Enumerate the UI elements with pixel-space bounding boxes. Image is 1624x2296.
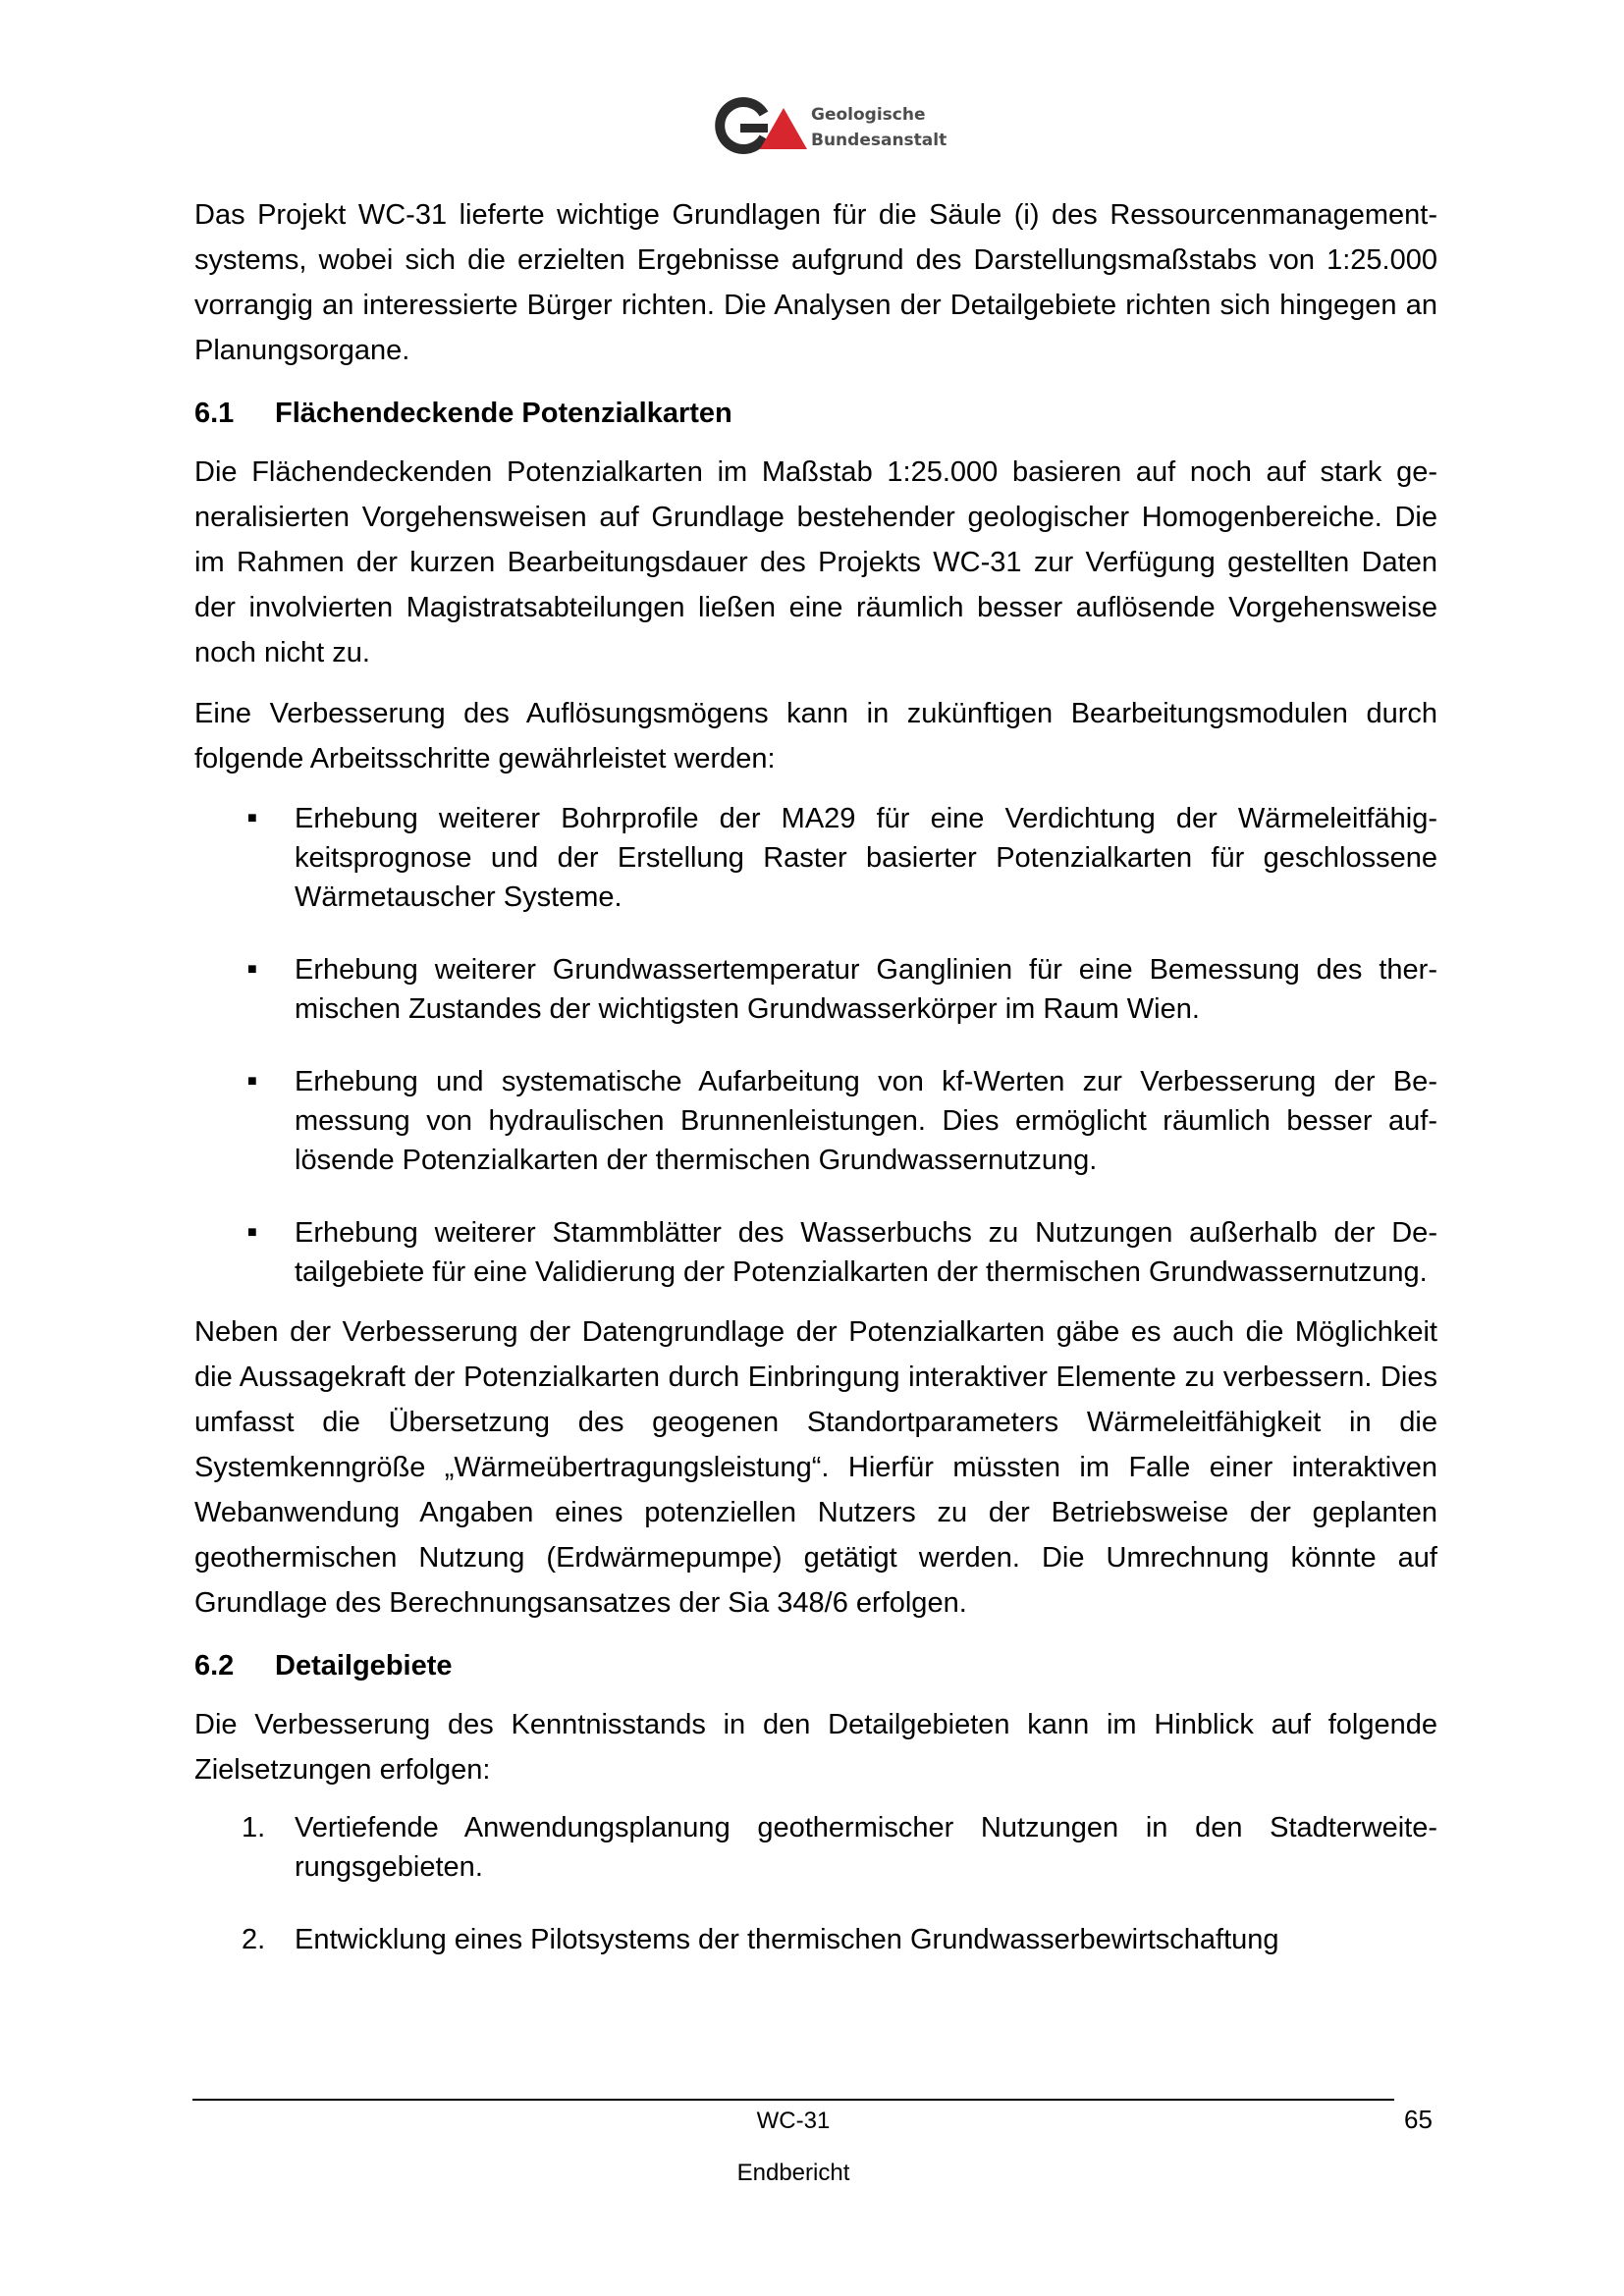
- list-item-text: Erhebung und systematische Aufarbeitung von kf-Werten zur Verbesserung der Bemessung von hydraulischen Brunnenleistungen. Dies ermöglicht räumlich besser auflösende Potenzialkarten der thermischen Grundwassernutzung.: [295, 1066, 1437, 1176]
- square-bullet-icon: ■: [247, 1073, 257, 1090]
- list-item-text: Erhebung weiterer Stammblätter des Wasserbuchs zu Nutzungen außerhalb der Detailgebiete für eine Validierung der Potenzialkarten der thermischen Grundwassernutzung.: [295, 1217, 1437, 1288]
- section-heading-6-2: [194, 1643, 1437, 1688]
- section2-paragraph-1: Die Verbesserung des Kenntnisstands in den Detailgebieten kann im Hinblick auf folgende Zielsetzungen erfolgen:: [194, 1709, 1437, 1786]
- section1-paragraph-1: Die Flächendeckenden Potenzialkarten im Maßstab 1:25.000 basieren auf noch auf stark generalisierten Vorgehensweisen auf Grundlage bestehender geologischer Homogenbereiche. Die im Rahmen der kurzen Bearbeitungsdauer des Projekts WC-31 zur Verfügung gestellten Daten der involvierten Magistratsabteilungen ließen eine räumlich besser auflösende Vorgehensweise noch nicht zu.: [194, 456, 1437, 668]
- list-item: [194, 1213, 1437, 1292]
- list-item-text: Erhebung weiterer Bohrprofile der MA29 für eine Verdichtung der Wärmeleitfähigkeitsprognose und der Erstellung Raster basierter Potenzialkarten für geschlossene Wärmetauscher Systeme.: [295, 803, 1437, 913]
- logo-wordmark: [811, 102, 947, 153]
- list-item: [194, 1920, 1437, 1959]
- square-bullet-icon: ■: [247, 1224, 257, 1241]
- section-title: Detailgebiete: [275, 1650, 453, 1682]
- section-number: 6.1: [194, 398, 235, 429]
- list-item-text: Erhebung weiterer Grundwassertemperatur Ganglinien für eine Bemessung des thermischen Zustandes der wichtigsten Grundwasserkörper im Raum Wien.: [295, 954, 1437, 1025]
- intro-paragraph: Das Projekt WC-31 lieferte wichtige Grundlagen für die Säule (i) des Ressourcenmanagementsystems, wobei sich die erzielten Ergebnisse aufgrund des Darstellungsmaßstabs von 1:25.000 vorrangig an interessierte Bürger richten. Die Analysen der Detailgebiete richten sich hingegen an Planungsorgane.: [194, 199, 1437, 366]
- list-number: 2.: [242, 1924, 266, 1955]
- square-bullet-icon: ■: [247, 961, 257, 978]
- section1-paragraph-2: Eine Verbesserung des Auflösungsmögens kann in zukünftigen Bearbeitungsmodulen durch folgende Arbeitsschritte gewährleistet werden:: [194, 698, 1437, 774]
- section-number: 6.2: [194, 1650, 235, 1682]
- list-item-text: Vertiefende Anwendungsplanung geothermischer Nutzungen in den Stadterweiterungsgebieten.: [295, 1812, 1437, 1883]
- section-heading-6-1: [194, 391, 1437, 436]
- footer-report: Endbericht: [736, 2160, 850, 2186]
- numbered-list: [194, 1808, 1437, 1959]
- gba-logo-icon: [705, 94, 809, 157]
- section-title: Flächendeckende Potenzialkarten: [275, 398, 732, 429]
- gba-logo: [705, 94, 947, 157]
- footer-divider: [192, 2099, 1394, 2101]
- list-number: 1.: [242, 1812, 266, 1843]
- list-item: [194, 1062, 1437, 1180]
- list-item: [194, 1808, 1437, 1887]
- list-item-text: Entwicklung eines Pilotsystems der thermischen Grundwasserbewirtschaftung: [295, 1924, 1279, 1955]
- logo-line-1: Geologische: [811, 105, 926, 125]
- logo-line-2: Bundesanstalt: [811, 131, 947, 150]
- page-content: [194, 192, 1437, 1959]
- bullet-list: [194, 799, 1437, 1292]
- page-number: 65: [1404, 2105, 1433, 2134]
- section1-paragraph-3: Neben der Verbesserung der Datengrundlage der Potenzialkarten gäbe es auch die Möglichkeit die Aussagekraft der Potenzialkarten durch Einbringung interaktiver Elemente zu verbessern. Dies umfasst die Übersetzung des geogenen Standortparameters Wärmeleitfähigkeit in die Systemkenngröße „Wärmeübertragungsleistung“. Hierfür müssten im Falle einer interaktiven Webanwendung Angaben eines potenziellen Nutzers zu der Betriebsweise der geplanten geothermischen Nutzung (Erdwärmepumpe) getätigt werden. Die Umrechnung könnte auf Grundlage des Berechnungsansatzes der Sia 348/6 erfolgen.: [194, 1316, 1437, 1619]
- footer-project: WC-31: [756, 2108, 831, 2134]
- square-bullet-icon: ■: [247, 810, 257, 827]
- list-item: [194, 799, 1437, 917]
- list-item: [194, 950, 1437, 1029]
